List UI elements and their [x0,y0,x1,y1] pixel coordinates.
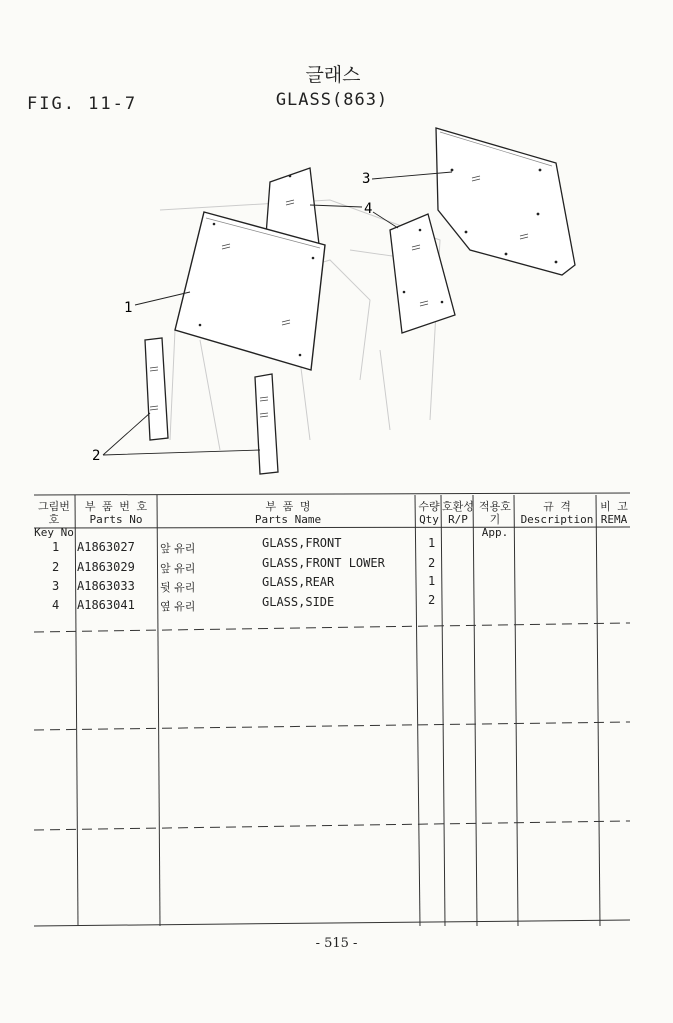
header-parts-no: 부 품 번 호 Parts No [84,500,148,526]
glass-rear-part [436,128,575,275]
glass-side-part-right [390,214,455,333]
header-key-no: 그림번호 Key No [34,500,74,539]
callout-1: 1 [124,300,133,316]
callout-3: 3 [362,171,371,187]
row-part-no: A1863029 [77,560,135,574]
header-parts-name: 부 품 명 Parts Name [254,500,322,526]
row-qty: 1 [428,536,436,550]
row-qty: 2 [428,593,436,607]
page-number: - 515 - [315,936,358,951]
figure-title-english: GLASS(863) [275,90,389,110]
row-name-ko: 뒷 유리 [160,581,196,594]
header-description: 규 격 Description [520,500,594,526]
row-key-no: 2 [52,560,60,574]
row-key-no: 3 [52,579,60,593]
row-name-en: GLASS,FRONT LOWER [262,556,385,570]
glass-front-lower-part-left [145,338,168,440]
row-key-no: 4 [52,598,60,612]
header-remarks: 비 고 REMA [600,500,628,526]
row-name-en: GLASS,SIDE [262,595,335,609]
callout-2: 2 [92,448,101,464]
row-part-no: A1863033 [77,579,135,593]
header-qty: 수량 Qty [418,500,440,526]
row-name-ko: 앞 유리 [160,562,196,575]
row-part-no: A1863027 [77,540,135,554]
row-name-ko: 옆 유리 [160,600,196,613]
row-qty: 1 [428,574,436,588]
row-qty: 2 [428,556,436,570]
figure-title-korean: 글래스 [305,64,361,86]
row-name-ko: 앞 유리 [160,542,196,555]
glass-front-lower-part-right [255,374,278,474]
row-key-no: 1 [52,540,60,554]
row-name-en: GLASS,REAR [262,575,335,589]
header-app: 적용호기 App. [479,500,511,539]
glass-parts-diagram [0,120,673,480]
figure-label: FIG. 11-7 [27,94,138,114]
row-name-en: GLASS,FRONT [262,536,342,550]
callout-4: 4 [364,201,373,217]
row-part-no: A1863041 [77,598,135,612]
header-rp: 호환성 R/P [442,500,474,526]
